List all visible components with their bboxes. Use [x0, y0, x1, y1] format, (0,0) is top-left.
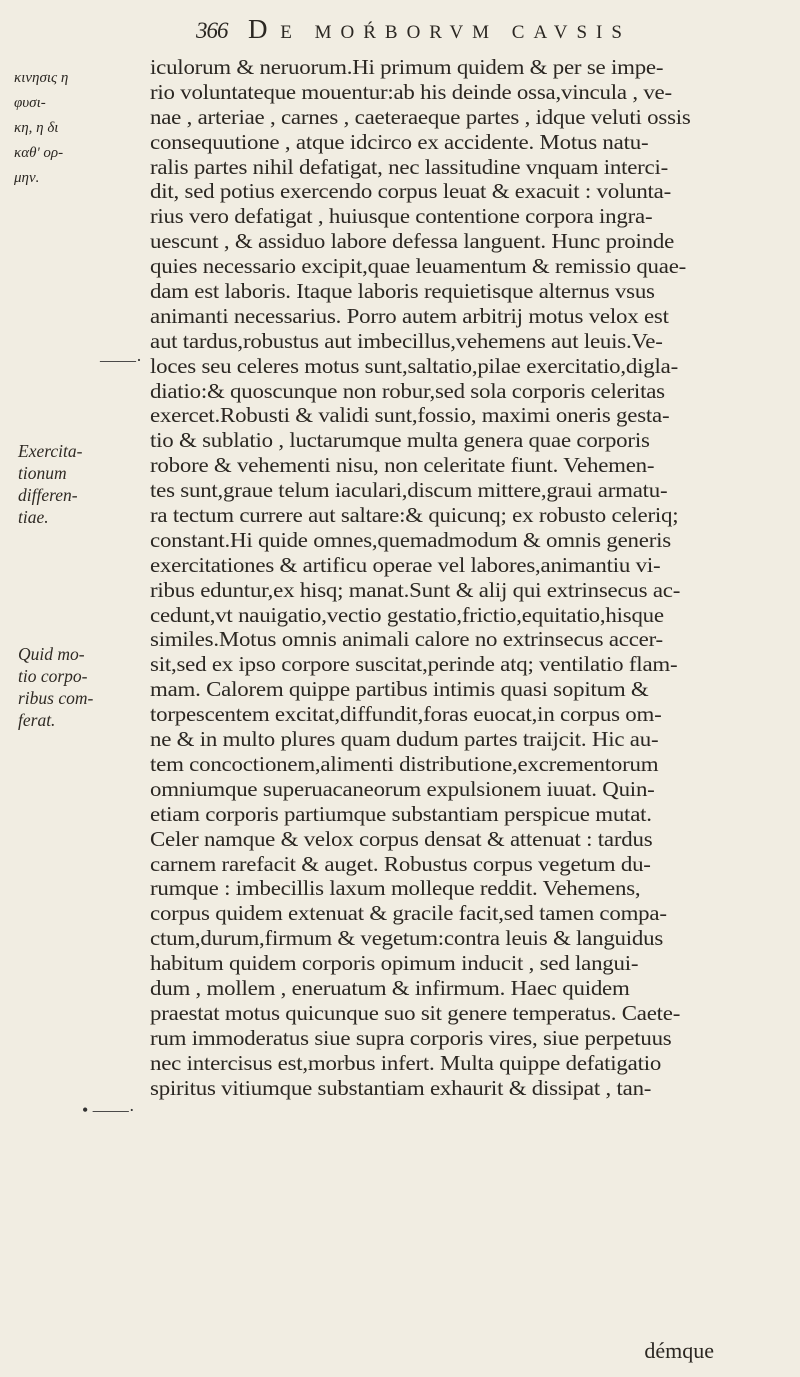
text-line: consequutione , atque idcirco ex accidente. Motus natu- — [150, 129, 649, 154]
greek-margin-line: κη, η δι — [14, 119, 59, 136]
text-line: torpescentem excitat,diffundit,foras euocat,in corpus om- — [150, 702, 662, 727]
text-line: dit, sed potius exercendo corpus leuat & exacuit : volunta- — [150, 179, 672, 204]
text-line: etiam corporis partiumque substantiam perspicue mutat. — [150, 801, 652, 826]
text-line: ne & in multo plures quam dudum partes traijcit. Hic au- — [150, 727, 659, 752]
running-header — [196, 14, 756, 58]
text-line: Celer namque & velox corpus densat & attenuat : tardus — [150, 826, 653, 851]
margin-note-line: tio corpo- — [18, 666, 88, 686]
text-line: rius vero defatigat , huiusque contentione corpora ingra- — [150, 204, 653, 229]
margin-note-line: Quid mo- — [18, 644, 85, 664]
margin-note-line: differen- — [18, 485, 78, 505]
text-line: rumque : imbecillis laxum molleque reddit. Vehemens, — [150, 876, 641, 901]
text-line: loces seu celeres motus sunt,saltatio,pilae exercitatio,digla- — [150, 353, 678, 378]
text-line: tem concoctionem,alimenti distributione,excrementorum — [150, 751, 659, 776]
text-line: spiritus vitiumque substantiam exhaurit & dissipat , tan- — [150, 1075, 652, 1100]
text-line: uescunt , & assiduo labore defessa languent. Hunc proinde — [150, 229, 675, 254]
text-line: mam. Calorem quippe partibus intimis quasi sopitum & — [150, 677, 649, 702]
text-line: tio & sublatio , luctarumque multa genera quae corporis — [150, 428, 650, 453]
text-line: constant.Hi quide omnes,quemadmodum & omnis generis — [150, 527, 671, 552]
margin-note-line: ferat. — [18, 710, 56, 730]
text-line: robore & vehementi nisu, non celeritate fiunt. Vehemen- — [150, 453, 655, 478]
greek-margin-line: φυσι- — [14, 94, 46, 111]
text-line: ctum,durum,firmum & vegetum:contra leuis & languidus — [150, 926, 664, 951]
text-line: dam est laboris. Itaque laboris requietisque alternus vsus — [150, 279, 655, 304]
text-line: omniumque superuacaneorum expulsionem iuuat. Quin- — [150, 776, 655, 801]
dash-marker: ——· — [100, 350, 142, 370]
text-line: rum immoderatus siue supra corporis vires, siue perpetuus — [150, 1025, 672, 1050]
text-line: dum , mollem , eneruatum & infirmum. Haec quidem — [150, 975, 630, 1000]
text-line: iculorum & neruorum.Hi primum quidem & per se impe- — [150, 55, 664, 79]
greek-marginal-note — [14, 66, 140, 191]
text-line: sit,sed ex ipso corpore suscitat,perinde atq; ventilatio flam- — [150, 652, 678, 677]
running-title-initial: D — [248, 14, 271, 44]
text-line: nec intercisus est,morbus infert. Multa quippe defatigatio — [150, 1050, 662, 1075]
greek-margin-line: καθ' ορ- — [14, 144, 64, 161]
text-line: ribus eduntur,ex hisq; manat.Sunt & alij qui extrinsecus ac- — [150, 577, 681, 602]
margin-note-line: ribus com- — [18, 688, 94, 708]
marginal-note-quid-motio — [18, 643, 138, 731]
text-line: nae , arteriae , carnes , caeteraeque partes , idque veluti ossis — [150, 104, 691, 129]
text-line: praestat motus quicunque suo sit genere temperatus. Caete- — [150, 1000, 681, 1025]
catchword: démque — [644, 1338, 714, 1363]
running-title — [248, 14, 631, 45]
text-line: habitum quidem corporis opimum inducit , sed langui- — [150, 951, 639, 976]
body-text — [150, 55, 782, 1100]
text-line: ralis partes nihil defatigat, nec lassitudine vnquam interci- — [150, 154, 669, 179]
text-line: exercitationes & artificu operae vel labores,animantiu vi- — [150, 552, 661, 577]
text-line: animanti necessarius. Porro autem arbitrij motus velox est — [150, 303, 669, 328]
margin-note-line: tionum — [18, 463, 67, 483]
text-line: corpus quidem extenuat & gracile facit,sed tamen compa- — [150, 901, 667, 926]
greek-margin-line: κινησις η — [14, 70, 69, 86]
text-line: ra tectum currere aut saltare:& quicunq; ex robusto celeriq; — [150, 503, 679, 528]
margin-note-line: tiae. — [18, 507, 49, 527]
marginal-note-exercitationum — [18, 440, 138, 528]
text-line: similes.Motus omnis animali calore no extrinsecus accer- — [150, 627, 663, 652]
text-line: diatio:& quoscunque non robur,sed sola corporis celeritas — [150, 378, 665, 403]
text-line: exercet.Robusti & validi sunt,fossio, maximi oneris gesta- — [150, 403, 670, 428]
text-line: tes sunt,graue telum iaculari,discum mittere,graui armatu- — [150, 478, 668, 503]
dash-marker: • ——· — [82, 1100, 135, 1120]
margin-note-line: Exercita- — [18, 441, 83, 461]
page-number: 366 — [196, 18, 228, 43]
running-title-rest: E MOŔBORVM CAVSIS — [280, 22, 631, 43]
text-line: carnem rarefacit & auget. Robustus corpus vegetum du- — [150, 851, 651, 876]
text-line: rio voluntateque mouentur:ab his deinde ossa,vincula , ve- — [150, 79, 672, 104]
text-line: aut tardus,robustus aut imbecillus,vehemens aut leuis.Ve- — [150, 328, 663, 353]
greek-margin-line: μην. — [14, 169, 40, 186]
text-line: cedunt,vt nauigatio,vectio gestatio,frictio,equitatio,hisque — [150, 602, 664, 627]
text-line: quies necessario excipit,quae leuamentum & remissio quae- — [150, 254, 687, 279]
